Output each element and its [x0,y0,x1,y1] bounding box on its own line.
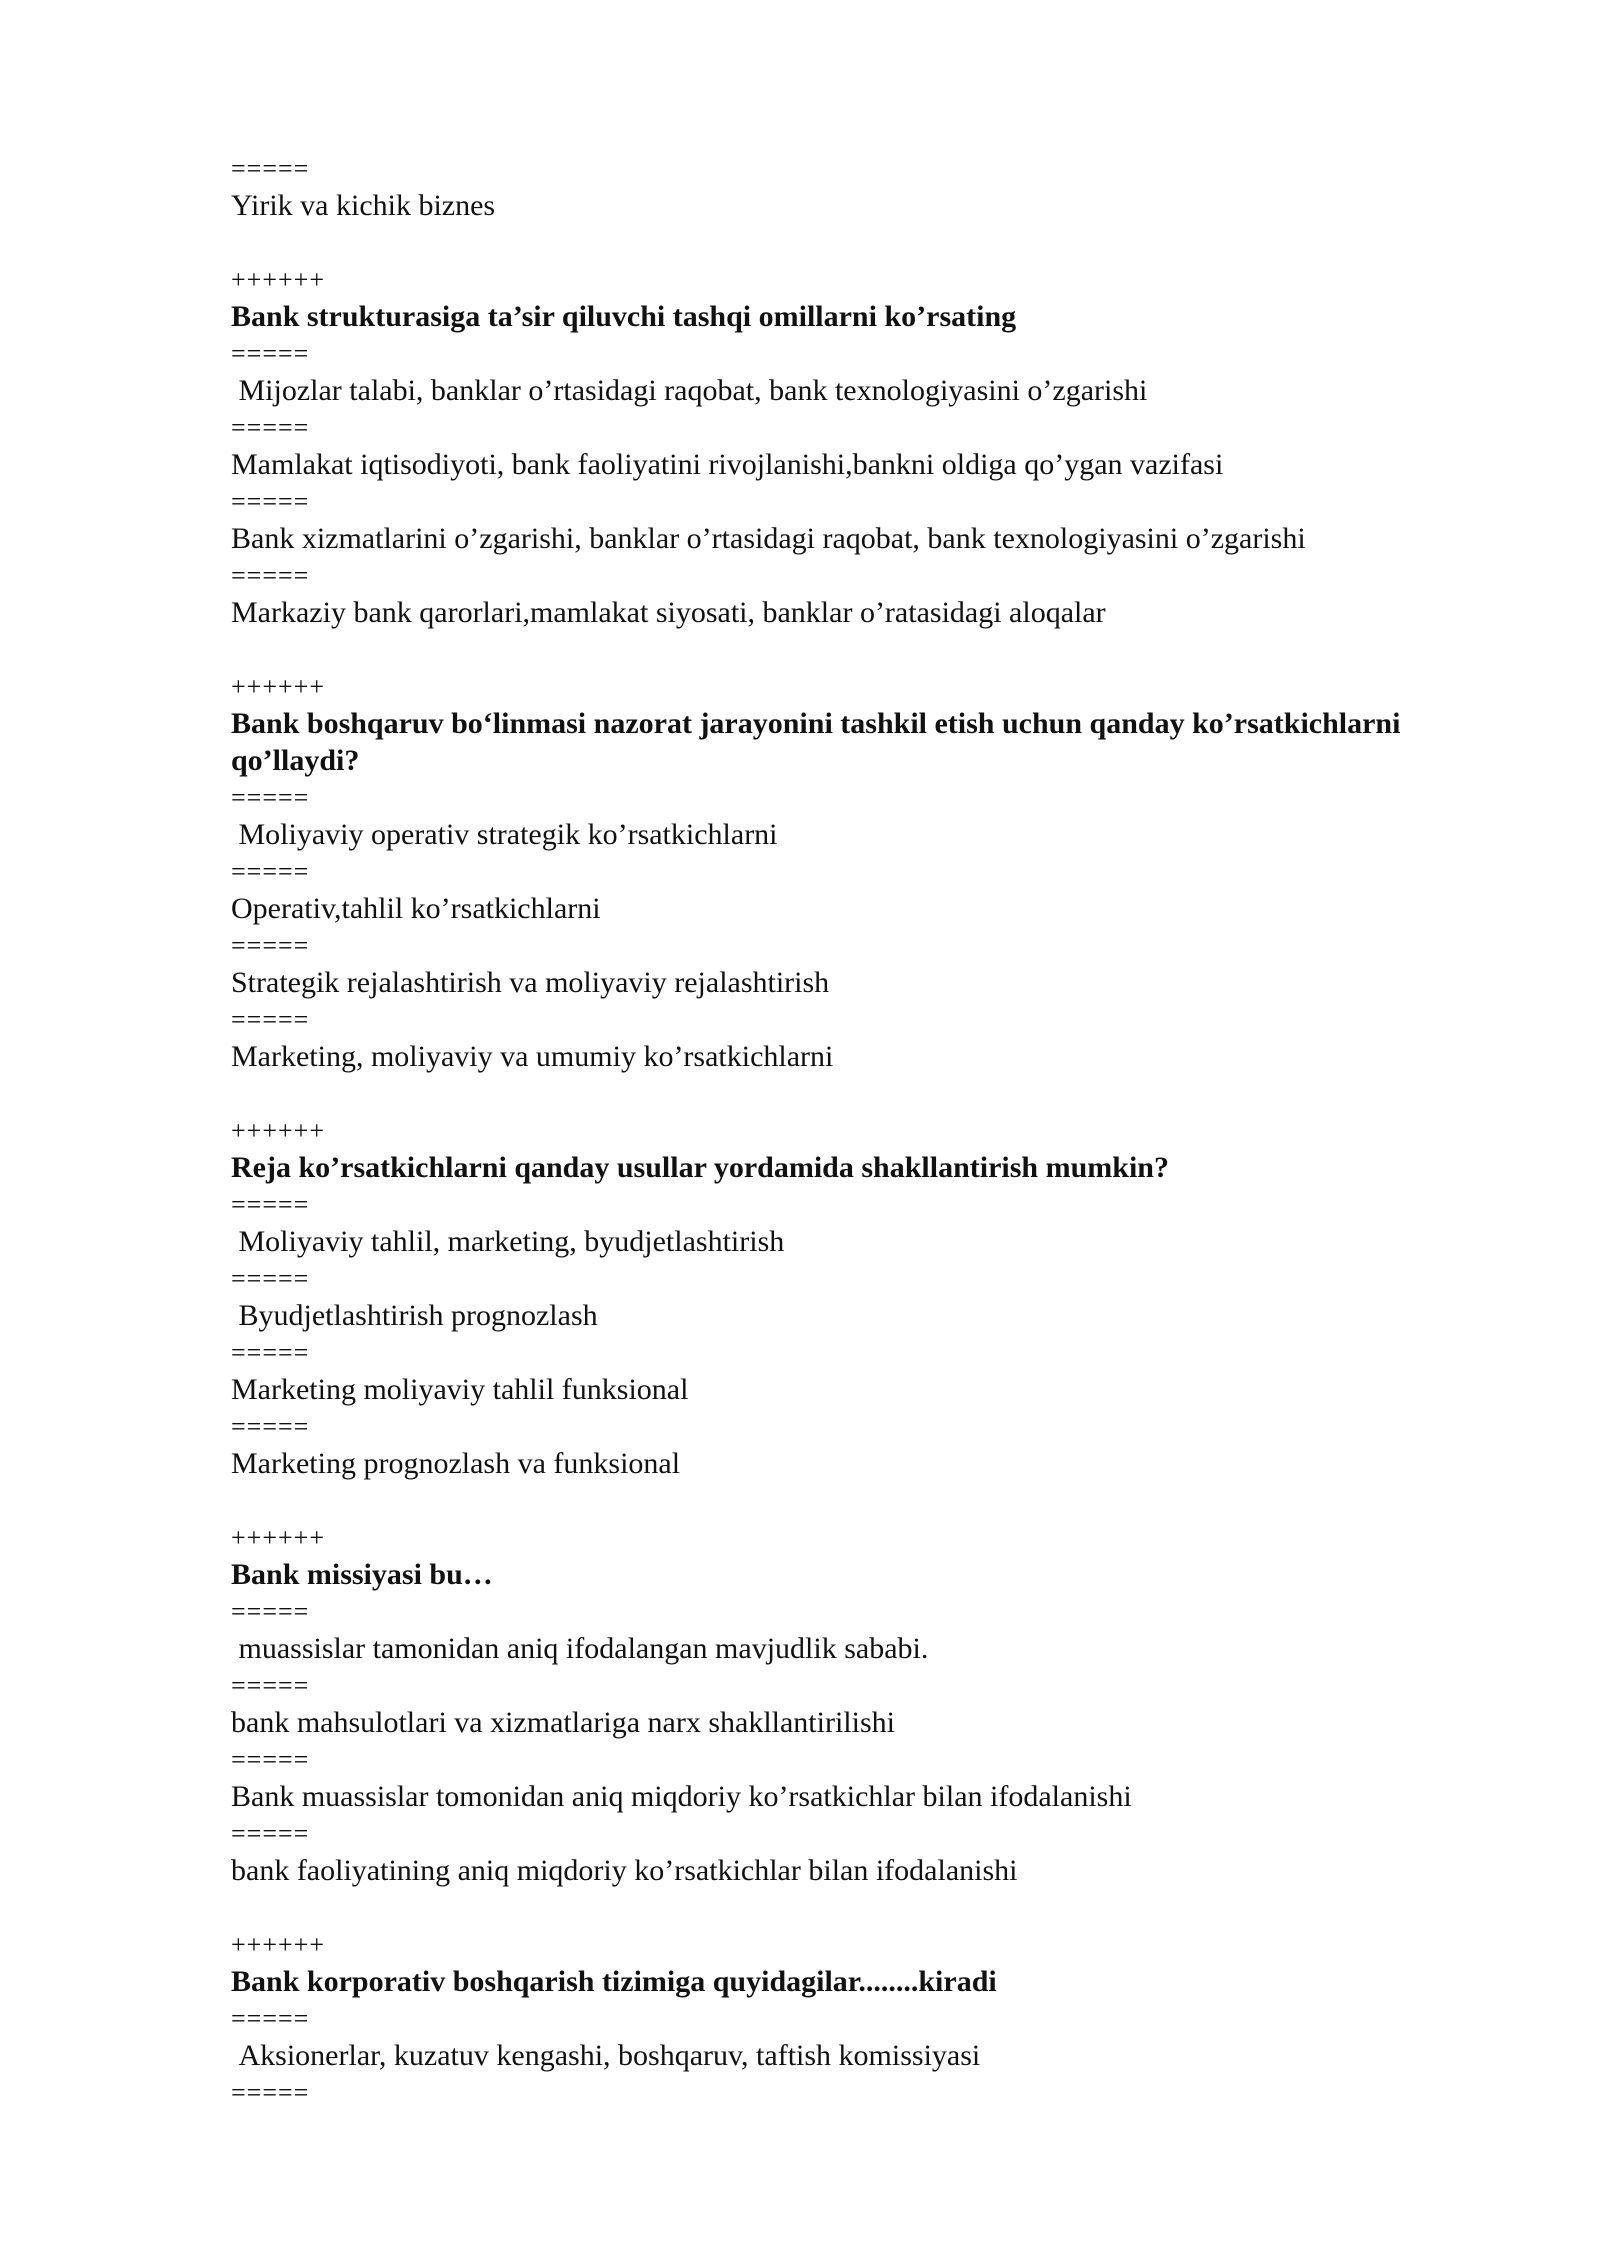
blank-line [231,224,1531,261]
option-separator: ===== [231,1005,310,1034]
answer-option: Moliyaviy operativ strategik ko’rsatkichlarni [231,818,778,851]
option-separator: ===== [231,1264,310,1293]
option-separator: ===== [231,931,310,960]
answer-option: Byudjetlashtirish prognozlash [231,1299,598,1332]
option-separator: ===== [231,1412,310,1441]
answer-option: Operativ,tahlil ko’rsatkichlarni [231,892,601,925]
answer-option: Moliyaviy tahlil, marketing, byudjetlashtirish [231,1225,785,1258]
option-separator: ===== [231,783,310,812]
answer-option: Marketing prognozlash va funksional [231,1447,681,1480]
answer-option: Mijozlar talabi, banklar o’rtasidagi raqobat, bank texnologiyasini o’zgarishi [231,374,1148,407]
answer-option: Marketing, moliyaviy va umumiy ko’rsatkichlarni [231,1040,834,1073]
answer-option: Mamlakat iqtisodiyoti, bank faoliyatini rivojlanishi,bankni oldiga qo’ygan vazifasi [231,448,1224,481]
answer-option: muassislar tamonidan aniq ifodalangan mavjudlik sababi. [231,1632,929,1665]
question-block [231,261,1531,631]
question-separator: ++++++ [231,1116,325,1145]
question-text: Bank boshqaruv bo‘linmasi nazorat jarayonini tashkil etish uchun qanday ko’rsatkichlarni qo’llaydi? [231,707,1408,777]
question-text: Bank missiyasi bu… [231,1558,493,1591]
option-separator: ===== [231,487,310,516]
question-text: Bank korporativ boshqarish tizimiga quyidagilar........kiradi [231,1965,997,1998]
question-separator: ++++++ [231,1930,325,1959]
option-separator: ===== [231,1819,310,1848]
blank-line [231,631,1531,668]
blank-line [231,1889,1531,1926]
question-block [231,1519,1531,1889]
question-block [231,1112,1531,1482]
answer-option: bank mahsulotlari va xizmatlariga narx shakllantirilishi [231,1706,895,1739]
question-separator: ++++++ [231,265,325,294]
answer-option: Markaziy bank qarorlari,mamlakat siyosati, banklar o’ratasidagi aloqalar [231,596,1106,629]
option-separator: ===== [231,1745,310,1774]
blank-line [231,1482,1531,1519]
document-page [231,150,1531,2111]
question-text: Reja ko’rsatkichlarni qanday usullar yordamida shakllantirish mumkin? [231,1151,1169,1184]
option-separator: ===== [231,2004,310,2033]
blank-line [231,1075,1531,1112]
option-separator: ===== [231,339,310,368]
option-separator: ===== [231,154,310,183]
option-separator: ===== [231,1597,310,1626]
answer-option: Marketing moliyaviy tahlil funksional [231,1373,689,1406]
question-text: Bank strukturasiga ta’sir qiluvchi tashqi omillarni ko’rsating [231,300,1017,333]
question-block [231,668,1531,1075]
question-separator: ++++++ [231,672,325,701]
question-block [231,1926,1531,2111]
answer-option: Strategik rejalashtirish va moliyaviy rejalashtirish [231,966,830,999]
answer-option: Yirik va kichik biznes [231,189,496,222]
question-separator: ++++++ [231,1523,325,1552]
answer-option: bank faoliyatining aniq miqdoriy ko’rsatkichlar bilan ifodalanishi [231,1854,1018,1887]
answer-option: Bank muassislar tomonidan aniq miqdoriy ko’rsatkichlar bilan ifodalanishi [231,1780,1132,1813]
option-separator: ===== [231,1338,310,1367]
option-separator: ===== [231,1671,310,1700]
option-separator: ===== [231,1190,310,1219]
option-separator: ===== [231,857,310,886]
option-separator: ===== [231,561,310,590]
option-separator: ===== [231,413,310,442]
option-separator: ===== [231,2078,310,2107]
answer-option: Bank xizmatlarini o’zgarishi, banklar o’rtasidagi raqobat, bank texnologiyasini o’zgarishi [231,522,1306,555]
answer-option: Aksionerlar, kuzatuv kengashi, boshqaruv, taftish komissiyasi [231,2039,981,2072]
